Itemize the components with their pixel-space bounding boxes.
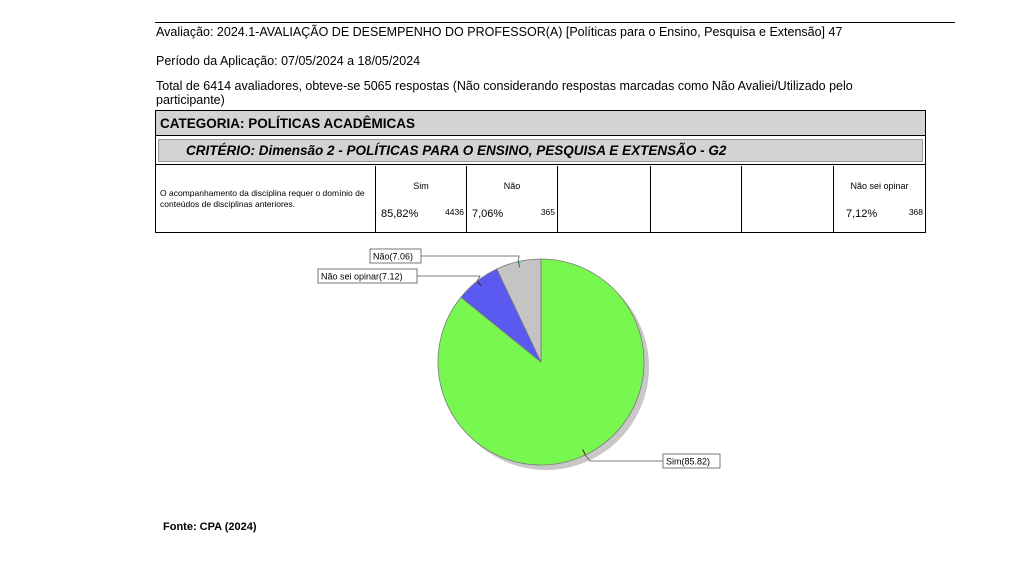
- option-percent: 7,06%: [472, 208, 504, 220]
- option-count: 368: [908, 207, 923, 217]
- option-count: 4436: [445, 207, 464, 217]
- evaluation-title: Avaliação: 2024.1-AVALIAÇÃO DE DESEMPENHO DO PROFESSOR(A) [Políticas para o Ensino, Pesquisa e Extensão] 47: [156, 25, 843, 39]
- option-percent: 7,12%: [846, 208, 878, 220]
- option-label: Não: [503, 181, 521, 191]
- application-period: Período da Aplicação: 07/05/2024 a 18/05/2024: [156, 54, 421, 68]
- option-label: Sim: [413, 181, 429, 191]
- option-percent: 85,82%: [381, 208, 419, 220]
- slice-label-sim: Sim(85.82): [666, 456, 711, 467]
- slice-label-n-o: Não(7.06): [373, 251, 414, 262]
- leader-line-n-o: [421, 256, 519, 262]
- option-count: 365: [540, 207, 555, 217]
- criterion-label: CRITÉRIO: Dimensão 2 - POLÍTICAS PARA O ENSINO, PESQUISA E EXTENSÃO - G2: [158, 139, 923, 162]
- category-row: CATEGORIA: POLÍTICAS ACADÊMICAS: [156, 111, 925, 136]
- slice-label-n-o-sei-opinar: Não sei opinar(7.12): [321, 271, 403, 282]
- option-label: Não sei opinar: [850, 181, 909, 191]
- respondents-total: Total de 6414 avaliadores, obteve-se 5065 respostas (Não considerando respostas marcadas como Não Avaliei/Utilizado pelo participante): [156, 79, 853, 107]
- pie-slices: [438, 259, 644, 465]
- question-text: O acompanhamento da disciplina requer o domínio de conteúdos de disciplinas anteriores.: [156, 166, 376, 232]
- leader-line-n-o-sei-opinar: [417, 276, 480, 281]
- source-note: Fonte: CPA (2024): [163, 521, 257, 533]
